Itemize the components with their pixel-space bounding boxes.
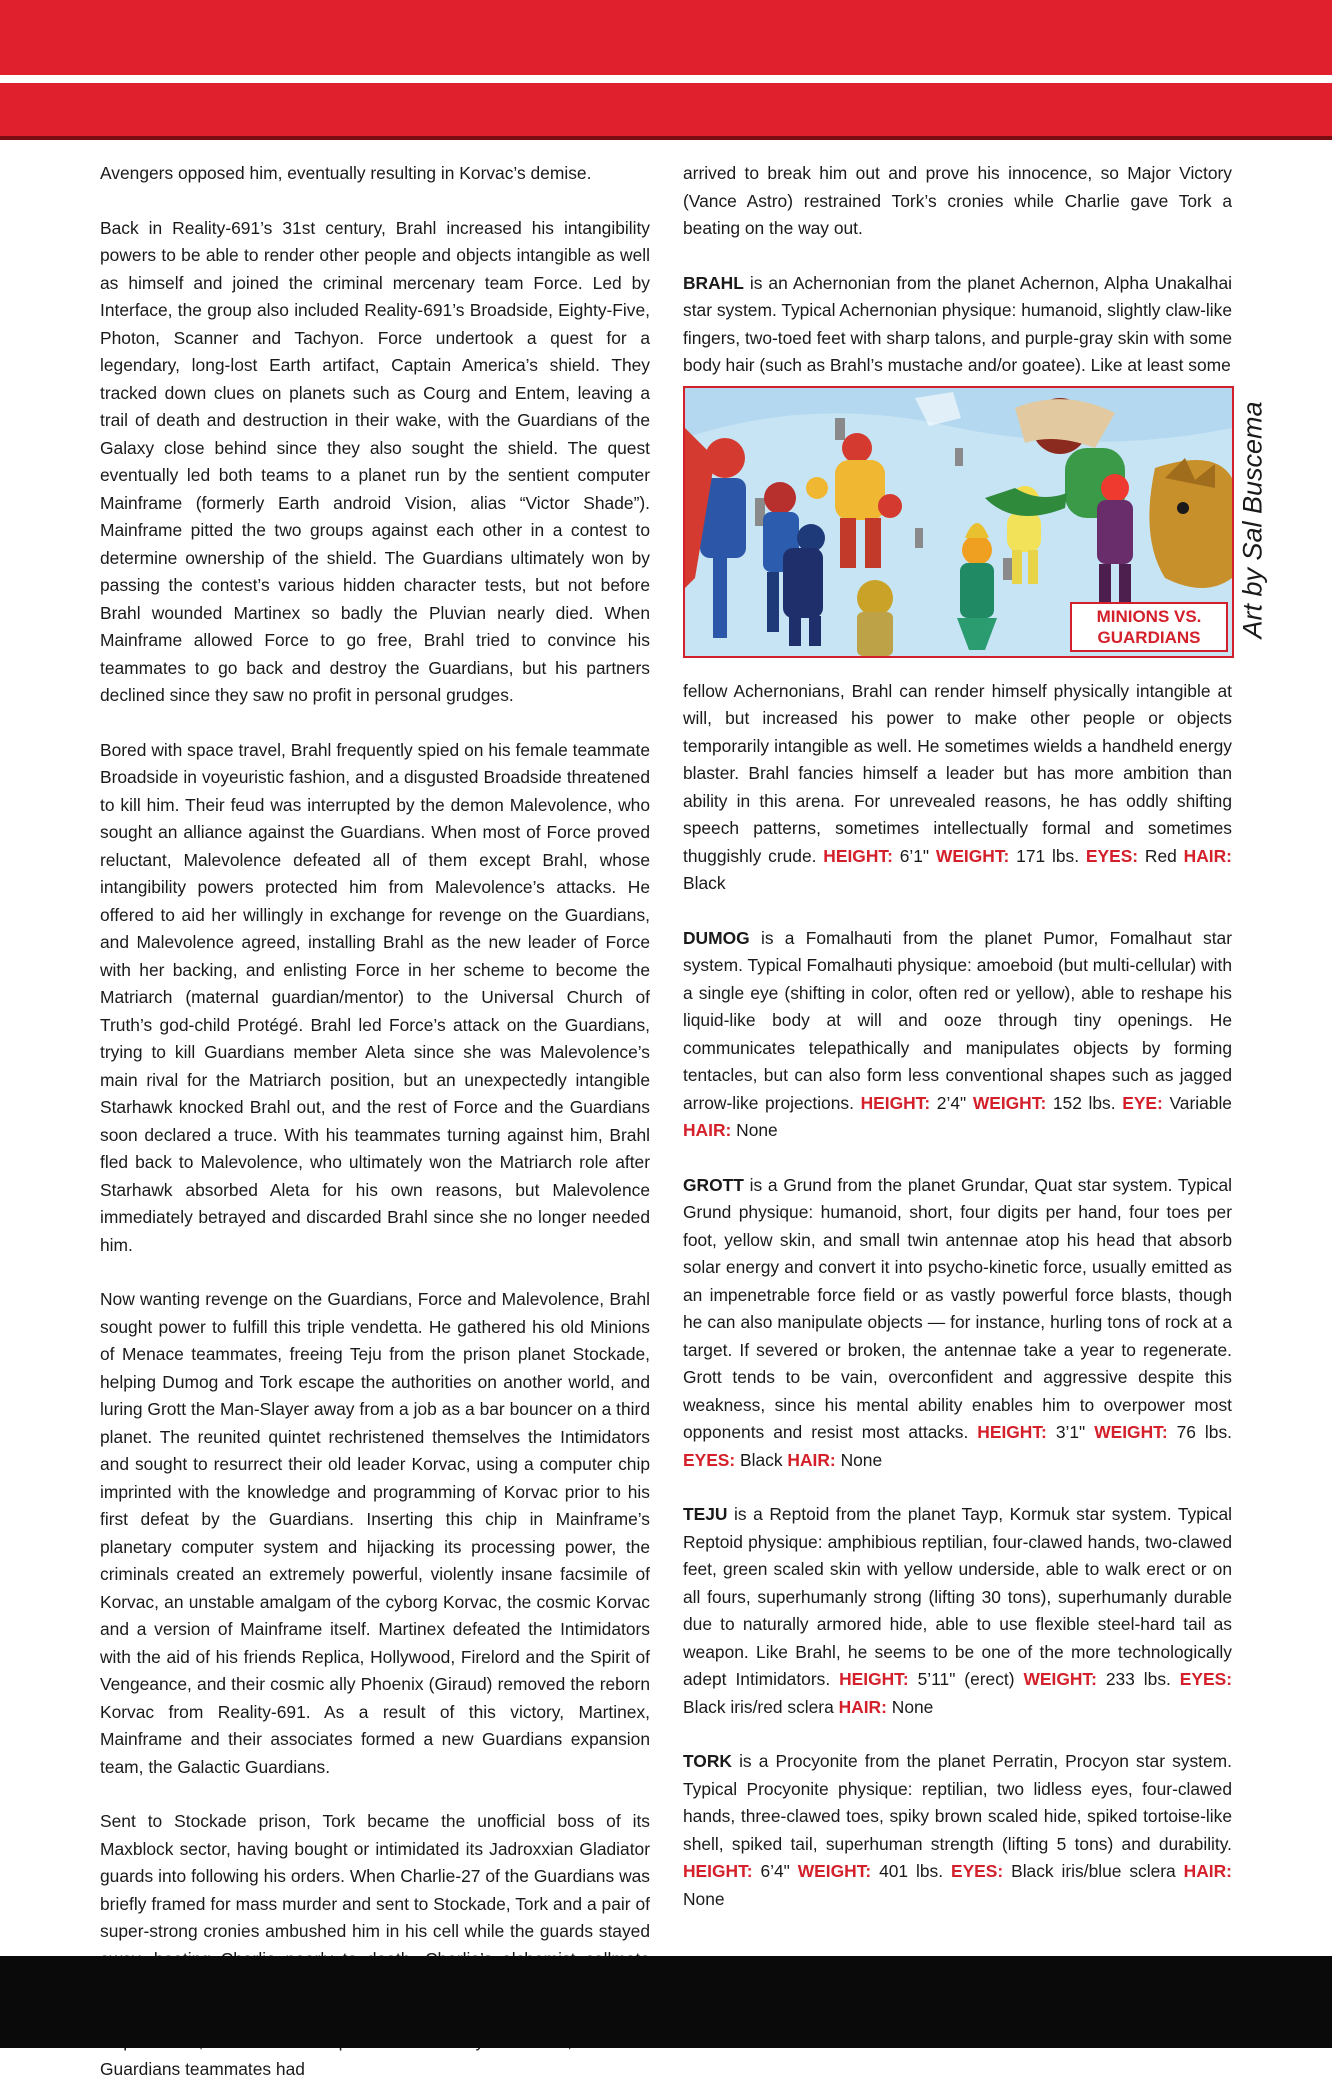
weight-label: WEIGHT: (797, 1861, 872, 1881)
weight-label: WEIGHT: (972, 1092, 1047, 1113)
height-value: 6’1" (899, 845, 930, 866)
left-column (100, 160, 650, 2083)
weight-value: 171 lbs. (1016, 845, 1080, 866)
artwork-image (683, 386, 1234, 658)
eyes-value: Red (1144, 845, 1177, 866)
hair-label: HAIR: (1183, 1861, 1232, 1881)
eyes-value: Black iris/red sclera (683, 1696, 834, 1717)
paragraph-stockade: Sent to Stockade prison, Tork became the unofficial boss of its Maxblock sector, having bought or intimidated its Jadroxxian Gladiator guards into following his orders. When Charlie-27 of the Guardians was briefly framed for mass murder and sent to Stockade, Tork and a pair of super-strong cronies ambushed him in his cell while the guards stayed Guardians teammates had (100, 1811, 650, 2079)
eye-label: EYE: (1122, 1092, 1163, 1113)
eye-value: Variable (1169, 1092, 1232, 1113)
weight-label: WEIGHT: (1023, 1669, 1097, 1689)
footer-band (0, 1956, 1332, 2048)
hair-label: HAIR: (787, 1449, 836, 1470)
hair-value: Black (683, 873, 726, 893)
eyes-label: EYES: (683, 1449, 736, 1470)
eyes-label: EYES: (1179, 1669, 1232, 1689)
profile-tork (683, 1748, 1232, 1913)
hair-value: None (683, 1888, 725, 1909)
profile-text: is a Fomalhauti from the planet Pumor, Fomalhaut star system. Typical Fomalhauti physique: amoeboid (but multi-cellular) with a single eye (shifting in color, often red or yellow), able to reshape his liquid-like body at will and ooze through tiny openings. He communicates telepathically and manipulates objects by forming tentacles, but can also form less conventional shapes such as jagged arrow-like projections. (683, 927, 1232, 1113)
paragraph-escape: arrived to break him out and prove his innocence, so Major Victory (Vance Astro) restrained Tork’s cronies while Charlie gave Tork a beating on the way out. (683, 163, 1232, 238)
profile-name: DUMOG (683, 927, 750, 948)
right-column (683, 160, 1268, 1913)
height-value: 2’4" (936, 1092, 967, 1113)
paragraph-korvac-demise: Avengers opposed him, eventually resulting in Korvac’s demise. (100, 163, 592, 183)
profile-name: BRAHL (683, 272, 744, 293)
profile-dumog (683, 925, 1232, 1145)
weight-label: WEIGHT: (1094, 1422, 1168, 1442)
height-value: 5’11" (erect) (917, 1669, 1015, 1689)
header-stripe (0, 75, 1332, 83)
hair-label: HAIR: (1183, 845, 1232, 866)
weight-value: 401 lbs. (879, 1861, 944, 1881)
profile-text: is a Grund from the planet Grundar, Quat star system. Typical Grund physique: humanoid, short, four digits per hand, four toes per foot, yellow skin, and small twin antennae atop his head that absorb solar energy and convert it into psycho-kinetic force, usually emitted as an impenetrable force field or as vastly powerful force blasts, though he can also manipulate objects — for instance, hurling tons of rock at a target. If severed or broken, the antennae take a year to regenerate. Grott tends to be vain, overconfident and aggressive despite this weakness, since his mental ability enables him to overpower most opponents and resist most attacks. (683, 1174, 1232, 1442)
height-label: HEIGHT: (823, 845, 893, 866)
hair-value: None (736, 1120, 778, 1140)
height-label: HEIGHT: (860, 1092, 931, 1113)
profile-text: is an Achernonian from the planet Achernon, Alpha Unakalhai star system. Typical Achernonian physique: humanoid, slightly claw-like fingers, two-toed feet with sharp talons, and purple-gray skin with some body hair (such as Brahl’s mustache and/or goatee). Like at least some (683, 272, 1233, 375)
height-label: HEIGHT: (977, 1422, 1047, 1442)
weight-value: 152 lbs. (1052, 1092, 1116, 1113)
hair-value: None (891, 1696, 934, 1717)
profile-name: TORK (683, 1751, 732, 1771)
weight-label: WEIGHT: (935, 845, 1010, 866)
profile-name: GROTT (683, 1174, 744, 1195)
header-shadow (0, 136, 1332, 140)
paragraph-force-history: Back in Reality-691’s 31st century, Brahl increased his intangibility powers to be able to render other people and objects intangible as well as himself and joined the criminal mercenary team Force. Led by Interface, the group also included Reality-691’s Broadside, Eighty-Five, Photon, Scanner and Tachyon. Force undertook a quest for a legendary, long-lost Earth artifact, Captain America’s shield. They tracked down clues on planets such as Courg and Entem, leaving a trail of death and destruction in their wake, with the Guardians of the Galaxy close behind since they also sought the shield. The quest eventually led both teams to a planet run by the sentient computer Mainframe (formerly Earth android Vision, alias “Victor Shade”). Mainframe pitted the two groups against each other in a contest to determine ownership of the shield. The Guardians ultimately won by passing the contest’s various hidden character tests, but not before Brahl wounded Martinex so badly the Pluvian nearly died. When Mainframe allowed Force to go free, Brahl tried to convince his teammates to go back and destroy the Guardians, but his partners declined since they saw no profit in personal grudges. (100, 217, 650, 705)
profile-grott (683, 1172, 1232, 1475)
hair-label: HAIR: (683, 1120, 732, 1140)
paragraph-malevolence: Bored with space travel, Brahl frequently spied on his female teammate Broadside in voyeuristic fashion, and a disgusted Broadside threatened to kill him. Their feud was interrupted by the demon Malevolence, who sought an alliance against the Guardians. When most of Force proved reluctant, Malevolence defeated all of them except Brahl, whose intangibility powers protected him from Malevolence’s attacks. He offered to aid her willingly in exchange for revenge on the Guardians, and Malevolence agreed, installing Brahl as the new leader of Force with her backing, and enlisting Force in her scheme to become the Matriarch (maternal guardian/mentor) to the Universal Church of Truth’s god-child Protégé. Brahl led Force’s attack on the Guardians, trying to kill Guardians member Aleta since she was Malevolence’s main rival for the Matriarch position, but an unexpectedly intangible Starhawk knocked Brahl out, and the rest of Force and the Guardians soon declared a truce. With his teammates turning against him, Brahl fled back to Malevolence, who ultimately won the Matriarch role after Starhawk absorbed Aleta for his own reasons, but Malevolence immediately betrayed and discarded Brahl since she no longer needed him. (100, 739, 650, 1255)
height-value: 3’1" (1055, 1422, 1086, 1442)
art-credit-text: Art by Sal Buscema (1237, 400, 1268, 639)
height-value: 6’4" (760, 1861, 790, 1881)
eyes-value: Black (740, 1449, 783, 1470)
hair-label: HAIR: (838, 1696, 887, 1717)
eyes-label: EYES: (950, 1861, 1004, 1881)
eyes-value: Black iris/blue sclera (1011, 1861, 1176, 1881)
weight-value: 233 lbs. (1105, 1669, 1171, 1689)
profile-teju (683, 1501, 1232, 1721)
weight-value: 76 lbs. (1176, 1422, 1232, 1442)
profile-brahl-continued (683, 678, 1232, 898)
height-label: HEIGHT: (839, 1669, 909, 1689)
profile-text: is a Procyonite from the planet Perratin, Procyon star system. Typical Procyonite physique: reptilian, two lidless eyes, four-clawed hands, three-clawed toes, spiky brown scaled hide, spiked tortoise-like shell, spiked tail, superhuman strength (lifting 5 tons) and durability. (683, 1751, 1232, 1854)
profile-name: TEJU (683, 1504, 728, 1524)
profile-text: is a Reptoid from the planet Tayp, Kormuk star system. Typical Reptoid physique: amphibious reptilian, four-clawed hands, two-clawed feet, green scaled skin with yellow underside, able to walk erect or on all fours, superhumanly strong (lifting 30 tons), superhumanly durable due to naturally armored hide, able to use flexible steel-hard tail as weapon. Like Brahl, he seems to be one of the more technologically adept Intimidators. (683, 1504, 1232, 1689)
profile-text: fellow Achernonians, Brahl can render himself physically intangible at will, but increased his power to make other people or objects temporarily intangible as well. He sometimes wields a handheld energy blaster. Brahl fancies himself a leader but has more ambition than ability in this arena. For unrevealed reasons, he has oddly shifting speech patterns, sometimes intellectually formal and sometimes thuggishly crude. (683, 680, 1232, 866)
paragraph-intimidators: Now wanting revenge on the Guardians, Force and Malevolence, Brahl sought power to fulfill this triple vendetta. He gathered his old Minions of Menace teammates, freeing Teju from the prison planet Stockade, helping Dumog and Tork escape the authorities on another world, and luring Grott the Man-Slayer away from a job as a bar bouncer on a third planet. The reunited quintet rechristened themselves the Intimidators and sought to resurrect their old leader Korvac, using a computer chip imprinted with the knowledge and programming of Korvac prior to his first defeat by the Guardians. Inserting this chip in Mainframe’s planetary computer system and hijacking its processing power, the criminals created an extremely powerful, violently insane facsimile of Korvac, an unstable amalgam of the cyborg Korvac, the cosmic Korvac and a version of Mainframe itself. Martinex defeated the Intimidators with the aid of his friends Replica, Hollywood, Firelord and the Spirit of Vengeance, and their cosmic ally Phoenix (Giraud) removed the reborn Korvac from Reality-691. As a result of this victory, Martinex, Mainframe and their associates formed a new Guardians expansion team, the Galactic Guardians. (100, 1289, 650, 1777)
header-band (0, 0, 1332, 136)
profile-brahl (683, 270, 1232, 380)
eyes-label: EYES: (1085, 845, 1139, 866)
artwork-panel (683, 386, 1268, 656)
height-label: HEIGHT: (683, 1861, 753, 1881)
art-credit (1235, 386, 1271, 654)
hair-value: None (840, 1449, 883, 1470)
artwork-caption: MINIONS VS. GUARDIANS (1070, 602, 1228, 652)
